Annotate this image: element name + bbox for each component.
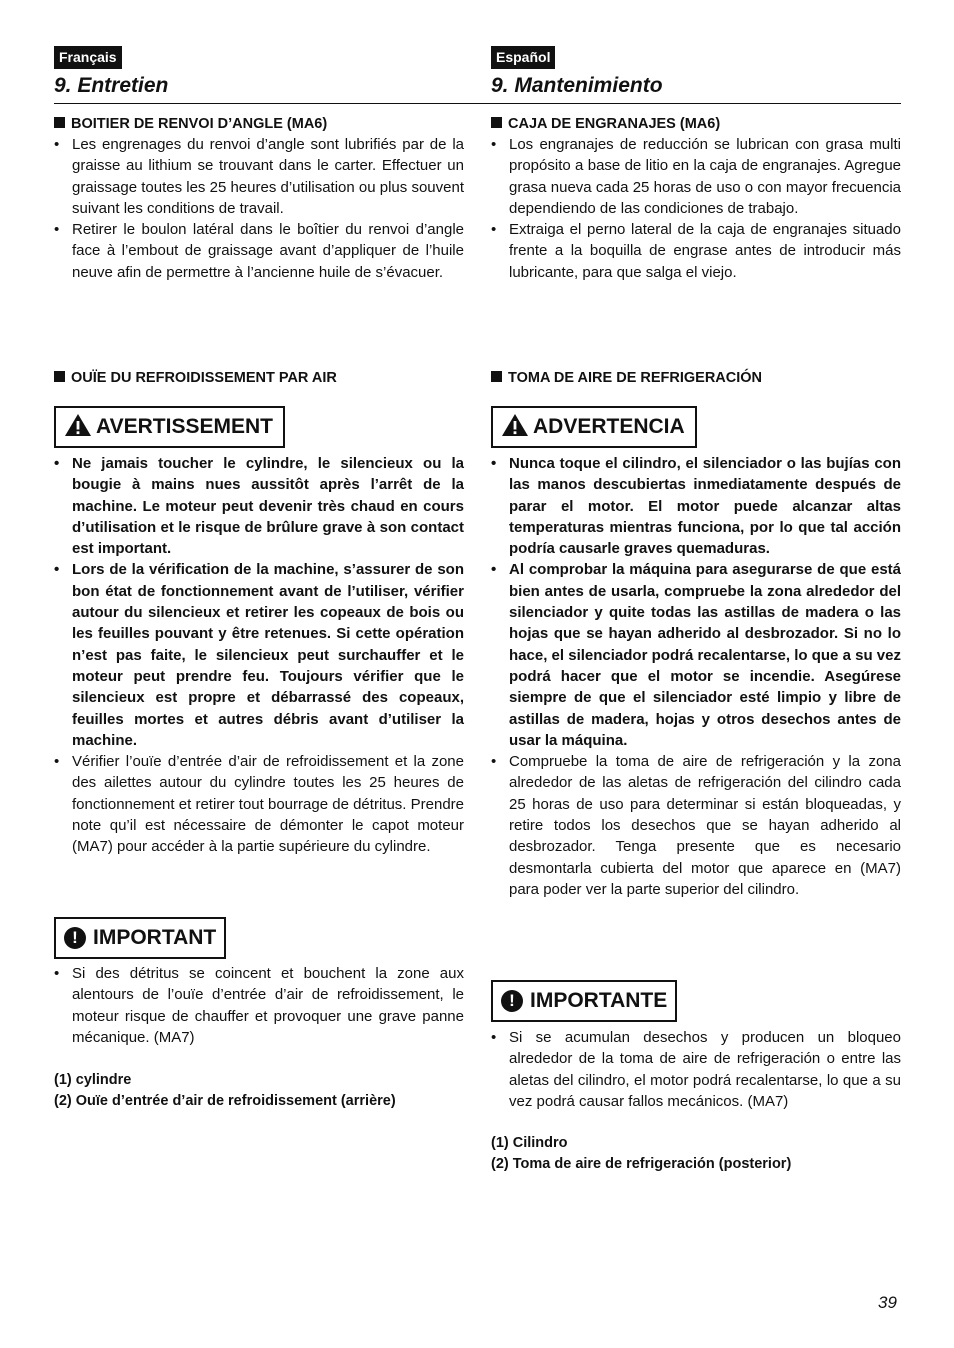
- square-bullet-icon: [54, 117, 65, 128]
- list-item: • Ne jamais toucher le cylindre, le silencieux ou la bougie à mains nues aussitôt après l’arrêt de la machine. Le moteur peut devenir très chaud en cours d’utilisation et le risque de brûlure grave à son contact est important.: [54, 453, 464, 559]
- list-item: • Los engranajes de reducción se lubrican con grasa multi propósito a base de litio en la caja de engranajes. Agregue grasa nueva cada 25 horas de uso o con mayor frecuencia dependiendo de las condiciones de trabajo.: [491, 134, 901, 219]
- section-title-spanish: 9. Mantenimiento: [491, 74, 663, 97]
- warning-list-fr: [54, 453, 464, 858]
- caption-1: (1) cylindre: [54, 1072, 132, 1088]
- square-bullet-icon: [491, 117, 502, 128]
- column-spanish: [491, 46, 901, 1173]
- list-item: • Les engrenages du renvoi d’angle sont lubrifiés par de la graisse au lithium se trouvant dans le carter. Effectuer un graissage toutes les 25 heures d’utilisation ou plus souvent suivant les conditions de travail.: [54, 134, 464, 219]
- list-item: • Nunca toque el cilindro, el silenciador o las bujías con las manos descubiertas inmediatamente después de parar el motor. El motor puede alcanzar altas temperaturas mientras funciona, por lo que tal acción podría causarle graves quemaduras.: [491, 453, 901, 559]
- subheading-gearbox: CAJA DE ENGRANAJES (MA6): [491, 114, 901, 134]
- list-item: • Si des détritus se coincent et bouchent la zone aux alentours de l’ouïe d’entrée d’air de refroidissement, le moteur risque de chauffer et provoquer une grave panne mécanique. (MA7): [54, 963, 464, 1048]
- subheading-air-intake: TOMA DE AIRE DE REFRIGERACIÓN: [491, 368, 901, 388]
- list-item: • Al comprobar la máquina para asegurarse de que está bien antes de usarla, compruebe la zona alrededor del silenciador y quite todas las astillas de madera o las hojas que se hayan adherido al desbrozador. Si no lo hace, el silenciador podrá recalentarse, lo que a su vez podrá hacer que el motor se incendie. Asegúrese siempre de que el silenciador esté limpio y libre de astillas de madera, hojas y otros desechos antes de usar la máquina.: [491, 559, 901, 751]
- captions-fr: [54, 1070, 464, 1113]
- warning-list-es: [491, 453, 901, 900]
- block-gearbox-es: [491, 114, 901, 283]
- captions-es: [491, 1133, 901, 1176]
- block-air-intake-es: [491, 368, 901, 388]
- language-tab-spanish: Español: [491, 46, 555, 69]
- exclamation-circle-icon: !: [64, 927, 86, 949]
- section-title-french: 9. Entretien: [54, 74, 169, 97]
- important-block-fr: [54, 917, 464, 959]
- list-gearbox: [491, 134, 901, 283]
- subheading-air-intake: OUÏE DU REFROIDISSEMENT PAR AIR: [54, 368, 464, 388]
- caption-2: (2) Toma de aire de refrigeración (posterior): [491, 1156, 792, 1173]
- caption-2: (2) Ouïe d’entrée d’air de refroidissement (arrière): [54, 1093, 396, 1110]
- list-item: • Lors de la vérification de la machine, s’assurer de son bon état de fonctionnement avant de l’utiliser, vérifier autour du silencieux et retirer les copeaux de bois ou les feuilles pouvant y être retenues. Si cette opération n’est pas faite, le silencieux peut surchauffer et le moteur peut prendre feu. Toujours vérifier que le silencieux est propre et débarrassé des copeaux, feuilles mortes et autres débris avant d’utiliser la machine.: [54, 559, 464, 751]
- list-item: • Si se acumulan desechos y producen un bloqueo alrededor de la toma de aire de refrigeración o entre las aletas del cilindro, el motor podrá recalentarse, lo que a su vez podrá causar fallos mecánicos. (MA7): [491, 1027, 901, 1112]
- subheading-gearbox: BOITIER DE RENVOI D’ANGLE (MA6): [54, 114, 464, 134]
- list-gearbox: [54, 134, 464, 283]
- warning-triangle-icon: [64, 412, 92, 450]
- warning-block-es: [491, 406, 901, 448]
- caption-1: (1) Cilindro: [491, 1135, 568, 1151]
- language-tab-french: Français: [54, 46, 122, 69]
- warning-block-fr: [54, 406, 464, 448]
- column-french: [54, 46, 464, 1110]
- list-item: • Retirer le boulon latéral dans le boîtier du renvoi d’angle face à l’embout de graissage avant d’appliquer de l’huile neuve afin de permettre à l’ancienne huile de s’évacuer.: [54, 219, 464, 283]
- block-air-intake-fr: [54, 368, 464, 388]
- warning-box: ADVERTENCIA: [491, 406, 697, 448]
- square-bullet-icon: [54, 371, 65, 382]
- important-box: ! IMPORTANT: [54, 917, 226, 959]
- header-rule: [54, 103, 901, 104]
- page-number: 39: [878, 1293, 897, 1312]
- important-block-es: [491, 980, 901, 1022]
- important-list-fr: [54, 963, 464, 1048]
- important-list-es: [491, 1027, 901, 1112]
- block-gearbox-fr: [54, 114, 464, 283]
- exclamation-circle-icon: !: [501, 990, 523, 1012]
- list-item: • Extraiga el perno lateral de la caja de engranajes situado frente a la boquilla de engrase antes de introducir más lubricante, para que salga el viejo.: [491, 219, 901, 283]
- important-box: ! IMPORTANTE: [491, 980, 677, 1022]
- square-bullet-icon: [491, 371, 502, 382]
- list-item: • Vérifier l’ouïe d’entrée d’air de refroidissement et la zone des ailettes autour du cylindre toutes les 25 heures de fonctionnement et retirer tout bourrage de détritus. Prendre note qu’il est nécessaire de démonter le capot moteur (MA7) pour accéder à la partie supérieure du cylindre.: [54, 751, 464, 857]
- warning-box: AVERTISSEMENT: [54, 406, 285, 448]
- list-item: • Compruebe la toma de aire de refrigeración y la zona alrededor de las aletas de refrigeración del cilindro cada 25 horas de uso para determinar si están bloqueadas, y retire todos los desechos que se hayan adherido al desbrozador. Tenga presente que es necesario desmontarla cubierta del motor que aparece en (MA7) para poder ver la parte superior del cilindro.: [491, 751, 901, 900]
- warning-triangle-icon: [501, 412, 529, 450]
